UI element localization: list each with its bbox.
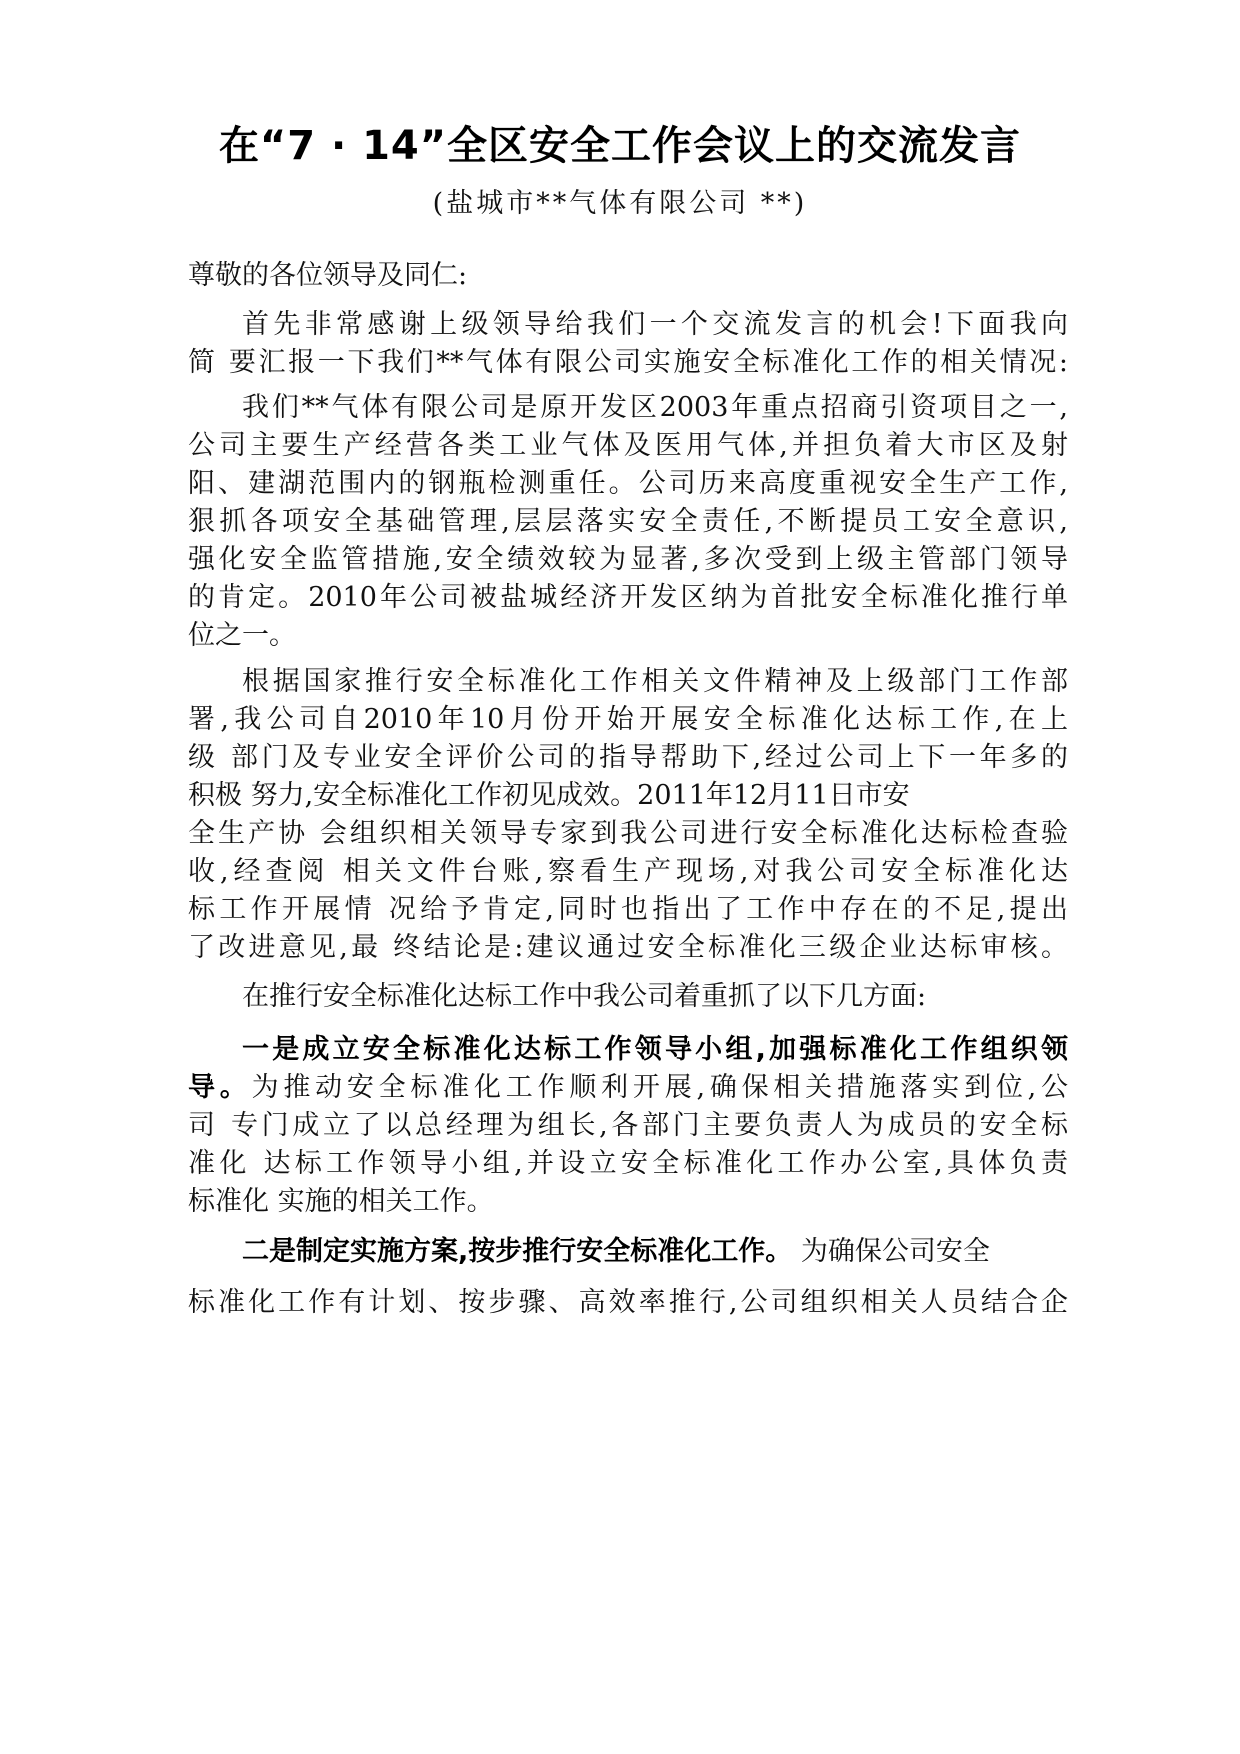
paragraph-2-line: 我们**气体有限公司是原开发区2003年重点招商引资项目之一,: [242, 392, 1068, 423]
paragraph-3-line: 全生产协 会组织相关领导专家到我公司进行安全标准化达标检查验: [188, 818, 1068, 849]
paragraph-3-line: 级 部门及专业安全评价公司的指导帮助下,经过公司上下一年多的: [188, 742, 1068, 773]
paragraph-3-line: 收,经查阅 相关文件台账,察看生产现场,对我公司安全标准化达: [188, 856, 1068, 887]
paragraph-3-line: 根据国家推行安全标准化工作相关文件精神及上级部门工作部: [242, 666, 1068, 697]
paragraph-2-line: 阳、建湖范围内的钢瓶检测重任。公司历来高度重视安全生产工作,: [188, 468, 1068, 499]
paragraph-5-line-text: 为推动安全标准化工作顺利开展,确保相关措施落实到位,公: [251, 1072, 1068, 1103]
paragraph-6-heading: 二是制定实施方案,按步推行安全标准化工作。: [242, 1236, 793, 1267]
document-title: 在“7 · 14”全区安全工作会议上的交流发言: [218, 123, 1022, 169]
paragraph-6-line: [188, 1232, 1068, 1272]
paragraph-5-line: 准化 达标工作领导小组,并设立安全标准化工作办公室,具体负责: [188, 1148, 1068, 1179]
paragraph-3-line: 积极 努力,安全标准化工作初见成效。2011年12月11日市安: [188, 780, 910, 811]
document-subtitle: (盐城市**气体有限公司 **): [432, 188, 808, 219]
paragraph-5-line: [188, 1068, 1068, 1108]
paragraph-3-line: 署,我公司自2010年10月份开始开展安全标准化达标工作,在上: [188, 704, 1068, 735]
paragraph-2-line: 强化安全监管措施,安全绩效较为显著,多次受到上级主管部门领导: [188, 544, 1068, 575]
paragraph-5-heading-end: 导。: [188, 1072, 252, 1103]
paragraph-4-line: 在推行安全标准化达标工作中我公司着重抓了以下几方面:: [242, 981, 927, 1012]
paragraph-1-line: 首先非常感谢上级领导给我们一个交流发言的机会!下面我向: [242, 309, 1068, 340]
paragraph-2-line: 的肯定。2010年公司被盐城经济开发区纳为首批安全标准化推行单: [188, 582, 1068, 613]
paragraph-3-line: 标工作开展情 况给予肯定,同时也指出了工作中存在的不足,提出: [188, 894, 1068, 925]
paragraph-6-line: 标准化工作有计划、按步骤、高效率推行,公司组织相关人员结合企: [188, 1287, 1068, 1318]
paragraph-5-line: 标准化 实施的相关工作。: [188, 1186, 494, 1217]
greeting: 尊敬的各位领导及同仁:: [188, 260, 468, 291]
paragraph-2-line: 狠抓各项安全基础管理,层层落实安全责任,不断提员工安全意识,: [188, 506, 1068, 537]
paragraph-2-line: 位之一。: [188, 620, 296, 651]
paragraph-5-line: 司 专门成立了以总经理为组长,各部门主要负责人为成员的安全标: [188, 1110, 1068, 1141]
paragraph-5-heading: 一是成立安全标准化达标工作领导小组,加强标准化工作组织领: [242, 1034, 1068, 1065]
paragraph-6-line-text: 为确保公司安全: [792, 1236, 990, 1267]
paragraph-2-line: 公司主要生产经营各类工业气体及医用气体,并担负着大市区及射: [188, 430, 1068, 461]
paragraph-1-line: 简 要汇报一下我们**气体有限公司实施安全标准化工作的相关情况:: [188, 347, 1068, 378]
paragraph-3-line: 了改进意见,最 终结论是:建议通过安全标准化三级企业达标审核。: [188, 932, 1068, 963]
